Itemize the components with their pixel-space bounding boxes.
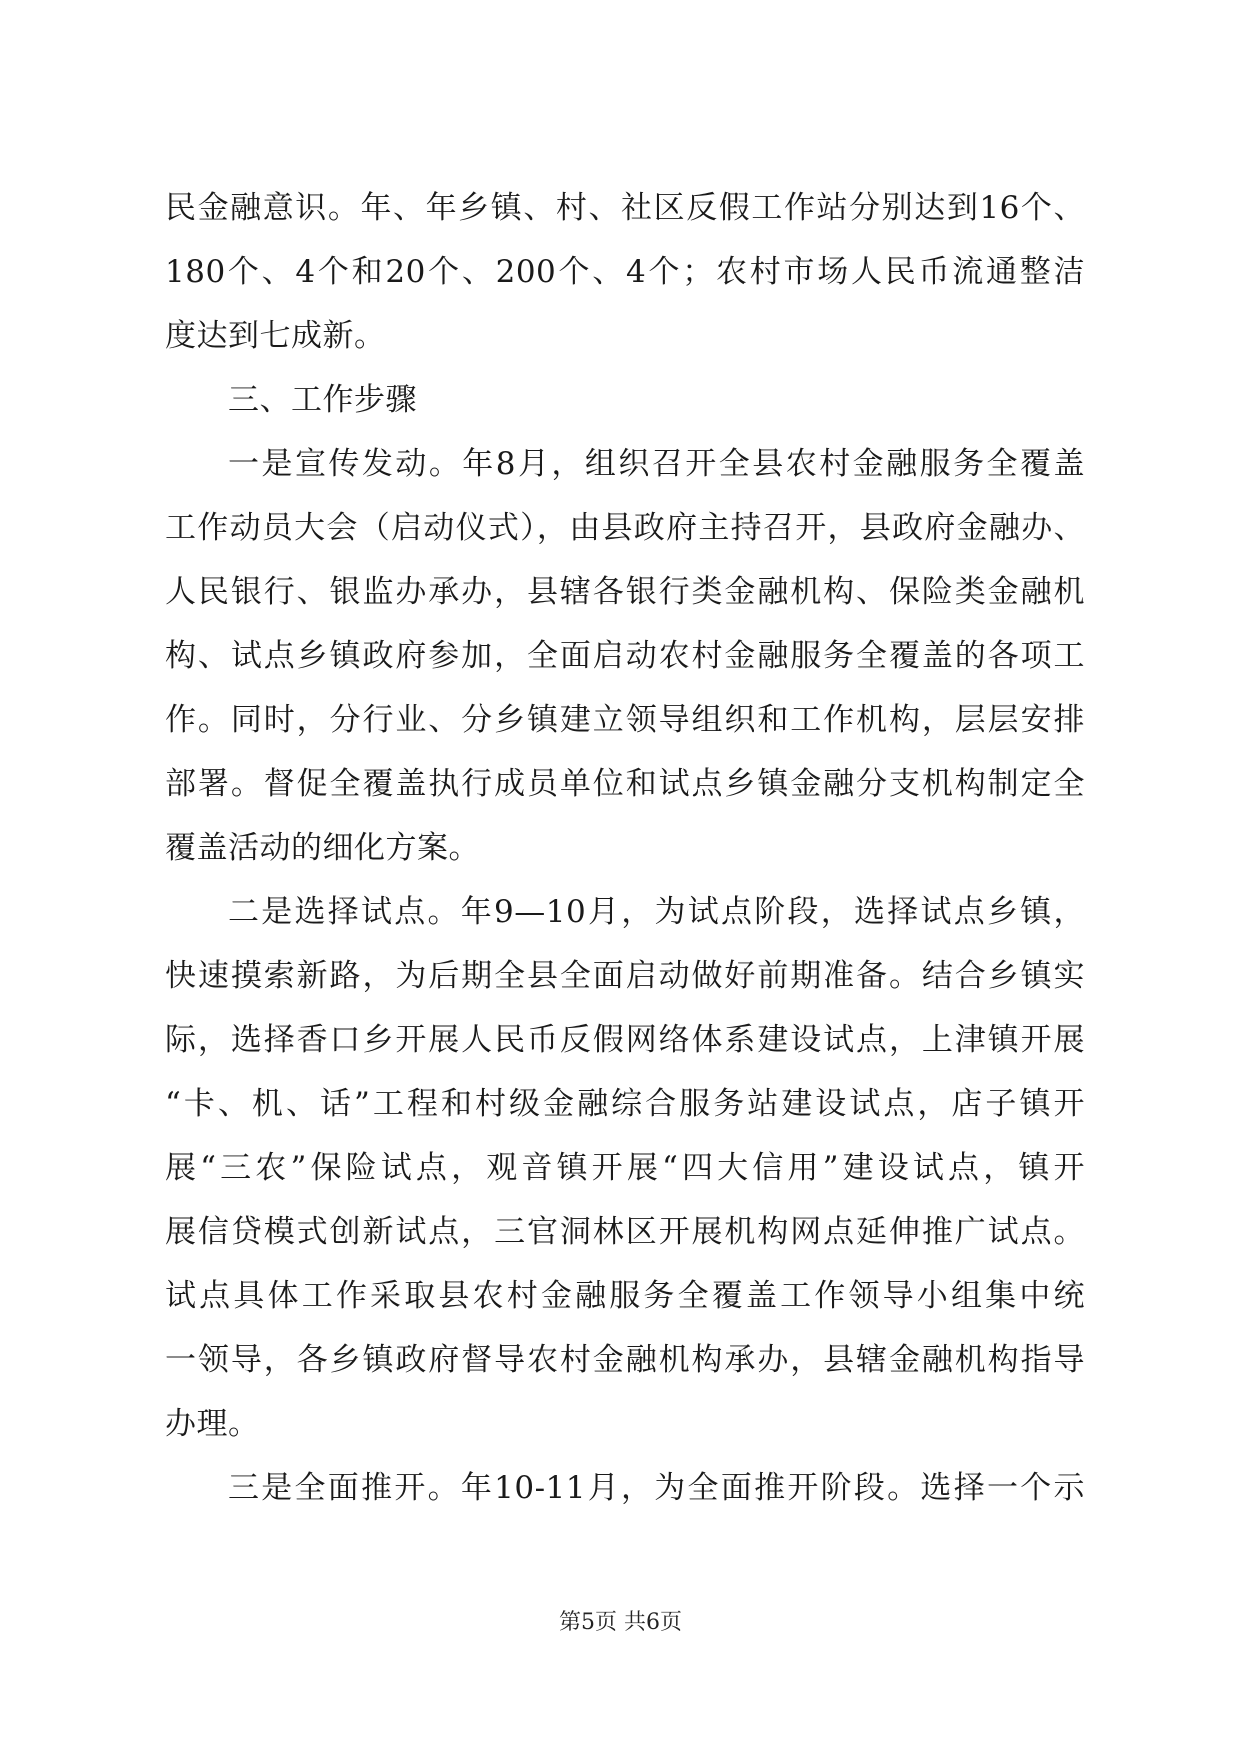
paragraph-line: 工作动员大会（启动仪式），由县政府主持召开，县政府金融办、 — [165, 510, 1085, 546]
paragraph-line: 一领导，各乡镇政府督导农村金融机构承办，县辖金融机构指导 — [165, 1342, 1085, 1378]
paragraph-line: 际，选择香口乡开展人民币反假网络体系建设试点，上津镇开展 — [165, 1022, 1085, 1058]
paragraph-line: 一是宣传发动。年8月，组织召开全县农村金融服务全覆盖 — [228, 446, 1085, 482]
paragraph-line: 三是全面推开。年10-11月，为全面推开阶段。选择一个示 — [228, 1470, 1085, 1506]
section-heading: 三、工作步骤 — [228, 382, 417, 418]
paragraph-line: 展信贷模式创新试点，三官洞林区开展机构网点延伸推广试点。 — [165, 1214, 1085, 1250]
paragraph-line: 度达到七成新。 — [165, 318, 386, 354]
paragraph-line: 二是选择试点。年9—10月，为试点阶段，选择试点乡镇， — [228, 894, 1085, 930]
paragraph-line: 180个、4个和20个、200个、4个；农村市场人民币流通整洁 — [165, 254, 1085, 290]
paragraph-line: 部署。督促全覆盖执行成员单位和试点乡镇金融分支机构制定全 — [165, 766, 1085, 802]
paragraph-line: “卡、机、话”工程和村级金融综合服务站建设试点，店子镇开 — [165, 1086, 1085, 1122]
paragraph-line: 办理。 — [165, 1406, 260, 1442]
paragraph-line: 快速摸索新路，为后期全县全面启动做好前期准备。结合乡镇实 — [165, 958, 1085, 994]
paragraph-line: 覆盖活动的细化方案。 — [165, 830, 480, 866]
paragraph-line: 民金融意识。年、年乡镇、村、社区反假工作站分别达到16个、 — [165, 190, 1085, 226]
paragraph-line: 展“三农”保险试点，观音镇开展“四大信用”建设试点，镇开 — [165, 1150, 1085, 1186]
paragraph-line: 作。同时，分行业、分乡镇建立领导组织和工作机构，层层安排 — [165, 702, 1085, 738]
paragraph-line: 试点具体工作采取县农村金融服务全覆盖工作领导小组集中统 — [165, 1278, 1085, 1314]
page-footer: 第5页 共6页 — [559, 1610, 682, 1635]
paragraph-line: 构、试点乡镇政府参加，全面启动农村金融服务全覆盖的各项工 — [165, 638, 1085, 674]
paragraph-line: 人民银行、银监办承办，县辖各银行类金融机构、保险类金融机 — [165, 574, 1085, 610]
